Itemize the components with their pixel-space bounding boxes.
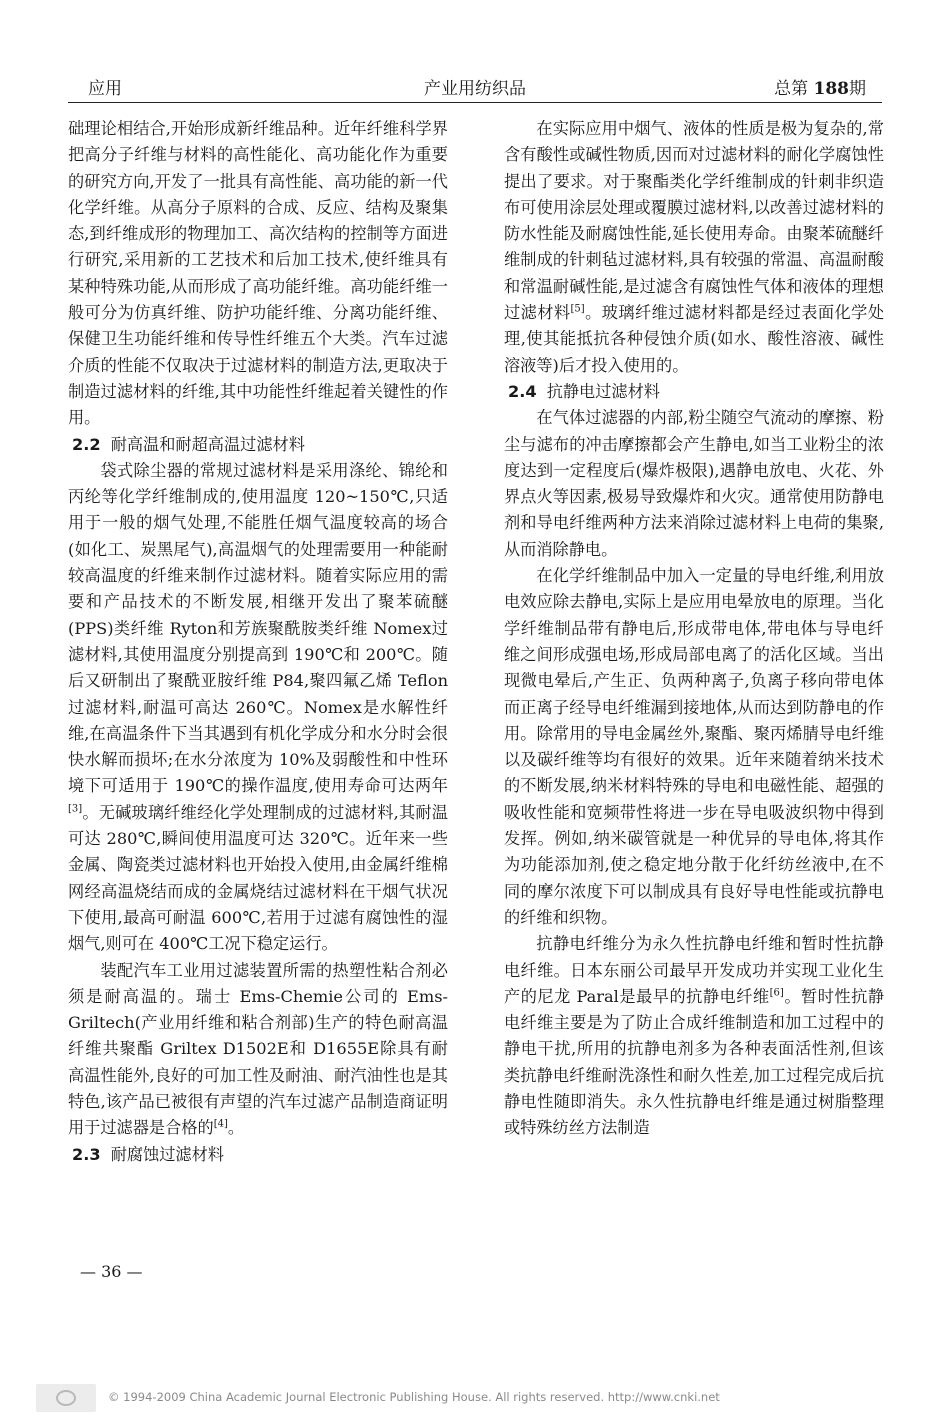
citation-ref: [5] [570, 303, 585, 315]
paragraph: 抗静电纤维分为永久性抗静电纤维和暂时性抗静电纤维。日本东丽公司最早开发成功并实现工业化生产的尼龙 Paral是最早的抗静电纤维[6]。暂时性抗静电纤维主要是为了防止合成纤维制造和加工过程中的静电干扰,所用的抗静电剂多为各种表面活性剂,但该类抗静电纤维耐洗涤性和耐久性差,加工过程完成后抗静电性随即消失。永久性抗静电纤维是通过树脂整理或特殊纺丝方法制造 [504, 934, 885, 1138]
copyright-notice: © 1994-2009 China Academic Journal Electronic Publishing House. All rights reserved. http://www.cnki.net [108, 1390, 720, 1404]
paragraph: 装配汽车工业用过滤装置所需的热塑性粘合剂必须是耐高温的。瑞士 Ems-Chemie公司的 Ems-Griltech(产业用纤维和粘合剂部)生产的特色耐高温纤维共聚酯 Griltex D1502E和 D1655E除具有耐高温性能外,良好的可加工性及耐油、耐汽油性也是其特色,该产品已被很有声望的汽车过滤产品制造商证明用于过滤器是合格的[4]。 [68, 960, 448, 1138]
page-number: — 36 — [80, 1262, 143, 1281]
paragraph: 在气体过滤器的内部,粉尘随空气流动的摩擦、粉尘与滤布的冲击摩擦都会产生静电,如当工业粉尘的浓度达到一定程度后(爆炸极限),遇静电放电、火花、外界点火等因素,极易导致爆炸和火灾。通常使用防静电剂和导电纤维两种方法来消除过滤材料上电荷的集聚,从而消除静电。 [504, 408, 884, 559]
section-heading-2-2: 2.2 耐高温和耐超高温过滤材料 [72, 434, 305, 454]
citation-ref: [3] [68, 803, 83, 815]
citation-ref: [6] [769, 987, 784, 999]
footer [0, 1384, 950, 1414]
paragraph: 在化学纤维制品中加入一定量的导电纤维,利用放电效应除去静电,实际上是应用电晕放电的原理。当化学纤维制品带有静电后,形成带电体,带电体与导电纤维之间形成强电场,形成局部电离了的活化区域。当出现微电晕后,产生正、负两种离子,负离子移向带电体而正离子经导电纤维漏到接地体,从而达到防静电的作用。除常用的导电金属丝外,聚酯、聚丙烯腈导电纤维以及碳纤维等均有很好的效果。近年来随着纳米技术的不断发展,纳米材料特殊的导电和电磁性能、超强的吸收性能和宽频带性将进一步在导电吸波织物中得到发挥。例如,纳米碳管就是一种优异的导电体,将其作为功能添加剂,使之稳定地分散于化纤纺丝液中,在不同的摩尔浓度下可以制成具有良好导电性能或抗静电的纤维和织物。 [504, 566, 884, 927]
left-column [68, 116, 448, 1168]
header-section-label: 应用 [88, 79, 122, 99]
paragraph: 袋式除尘器的常规过滤材料是采用涤纶、锦纶和丙纶等化学纤维制成的,使用温度 120~150℃,只适用于一般的烟气处理,不能胜任烟气温度较高的场合(如化工、炭黑尾气),高温烟气的处理需要用一种能耐较高温度的纤维来制作过滤材料。随着实际应用的需要和产品技术的不断发展,相继开发出了聚苯硫醚(PPS)类纤维 Ryton和芳族聚酰胺类纤维 Nomex过滤材料,其使用温度分别提高到 190℃和 200℃。随后又研制出了聚酰亚胺纤维 P84,聚四氟乙烯 Teflon过滤材料,耐温可高达 260℃。Nomex是水解性纤维,在高温条件下当其遇到有机化学成分和水分时会很快水解而损坏;在水分浓度为 10%及弱酸性和中性环境下可适用于 190℃的操作温度,使用寿命可达两年[3]。无碱玻璃纤维经化学处理制成的过滤材料,其耐温可达 280℃,瞬间使用温度可达 320℃。近年来一些金属、陶瓷类过滤材料也开始投入使用,由金属纤维棉网经高温烧结而成的金属烧结过滤材料在干烟气状况下使用,最高可耐温 600℃,若用于过滤有腐蚀性的湿烟气,则可在 400℃工况下稳定运行。 [68, 460, 448, 954]
header-issue-number: 总第 188期 [774, 79, 866, 99]
running-header [68, 74, 882, 100]
paragraph: 在实际应用中烟气、液体的性质是极为复杂的,常含有酸性或碱性物质,因而对过滤材料的耐化学腐蚀性提出了要求。对于聚酯类化学纤维制成的针刺非织造布可使用涂层处理或覆膜过滤材料,以改善过滤材料的防水性能及耐腐蚀性能,延长使用寿命。由聚苯硫醚纤维制成的针刺毡过滤材料,具有较强的常温、高温耐酸和常温耐碱性能,是过滤含有腐蚀性气体和液体的理想过滤材料[5]。玻璃纤维过滤材料都是经过表面化学处理,使其能抵抗各种侵蚀介质(如水、酸性溶液、碱性溶液等)后才投入使用的。 [504, 119, 885, 375]
citation-ref: [4] [213, 1118, 228, 1130]
right-column [504, 116, 884, 1142]
paragraph: 础理论相结合,开始形成新纤维品种。近年纤维科学界把高分子纤维与材料的高性能化、高功能化作为重要的研究方向,开发了一批具有高性能、高功能的新一代化学纤维。从高分子原料的合成、反应、结构及聚集态,到纤维成形的物理加工、高次结构的控制等方面进行研究,采用新的工艺技术和后加工技术,使纤维具有某种特殊功能,从而形成了高功能纤维。高功能纤维一般可分为仿真纤维、防护功能纤维、分离功能纤维、保健卫生功能纤维和传导性纤维五个大类。汽车过滤介质的性能不仅取决于过滤材料的制造方法,更取决于制造过滤材料的纤维,其中功能性纤维起着关键性的作用。 [68, 119, 448, 428]
section-heading-2-4: 2.4 抗静电过滤材料 [508, 381, 660, 401]
header-rule [68, 102, 882, 103]
header-journal-title: 产业用纺织品 [424, 79, 526, 99]
section-heading-2-3: 2.3 耐腐蚀过滤材料 [72, 1144, 224, 1164]
cnki-logo-icon [36, 1384, 96, 1412]
